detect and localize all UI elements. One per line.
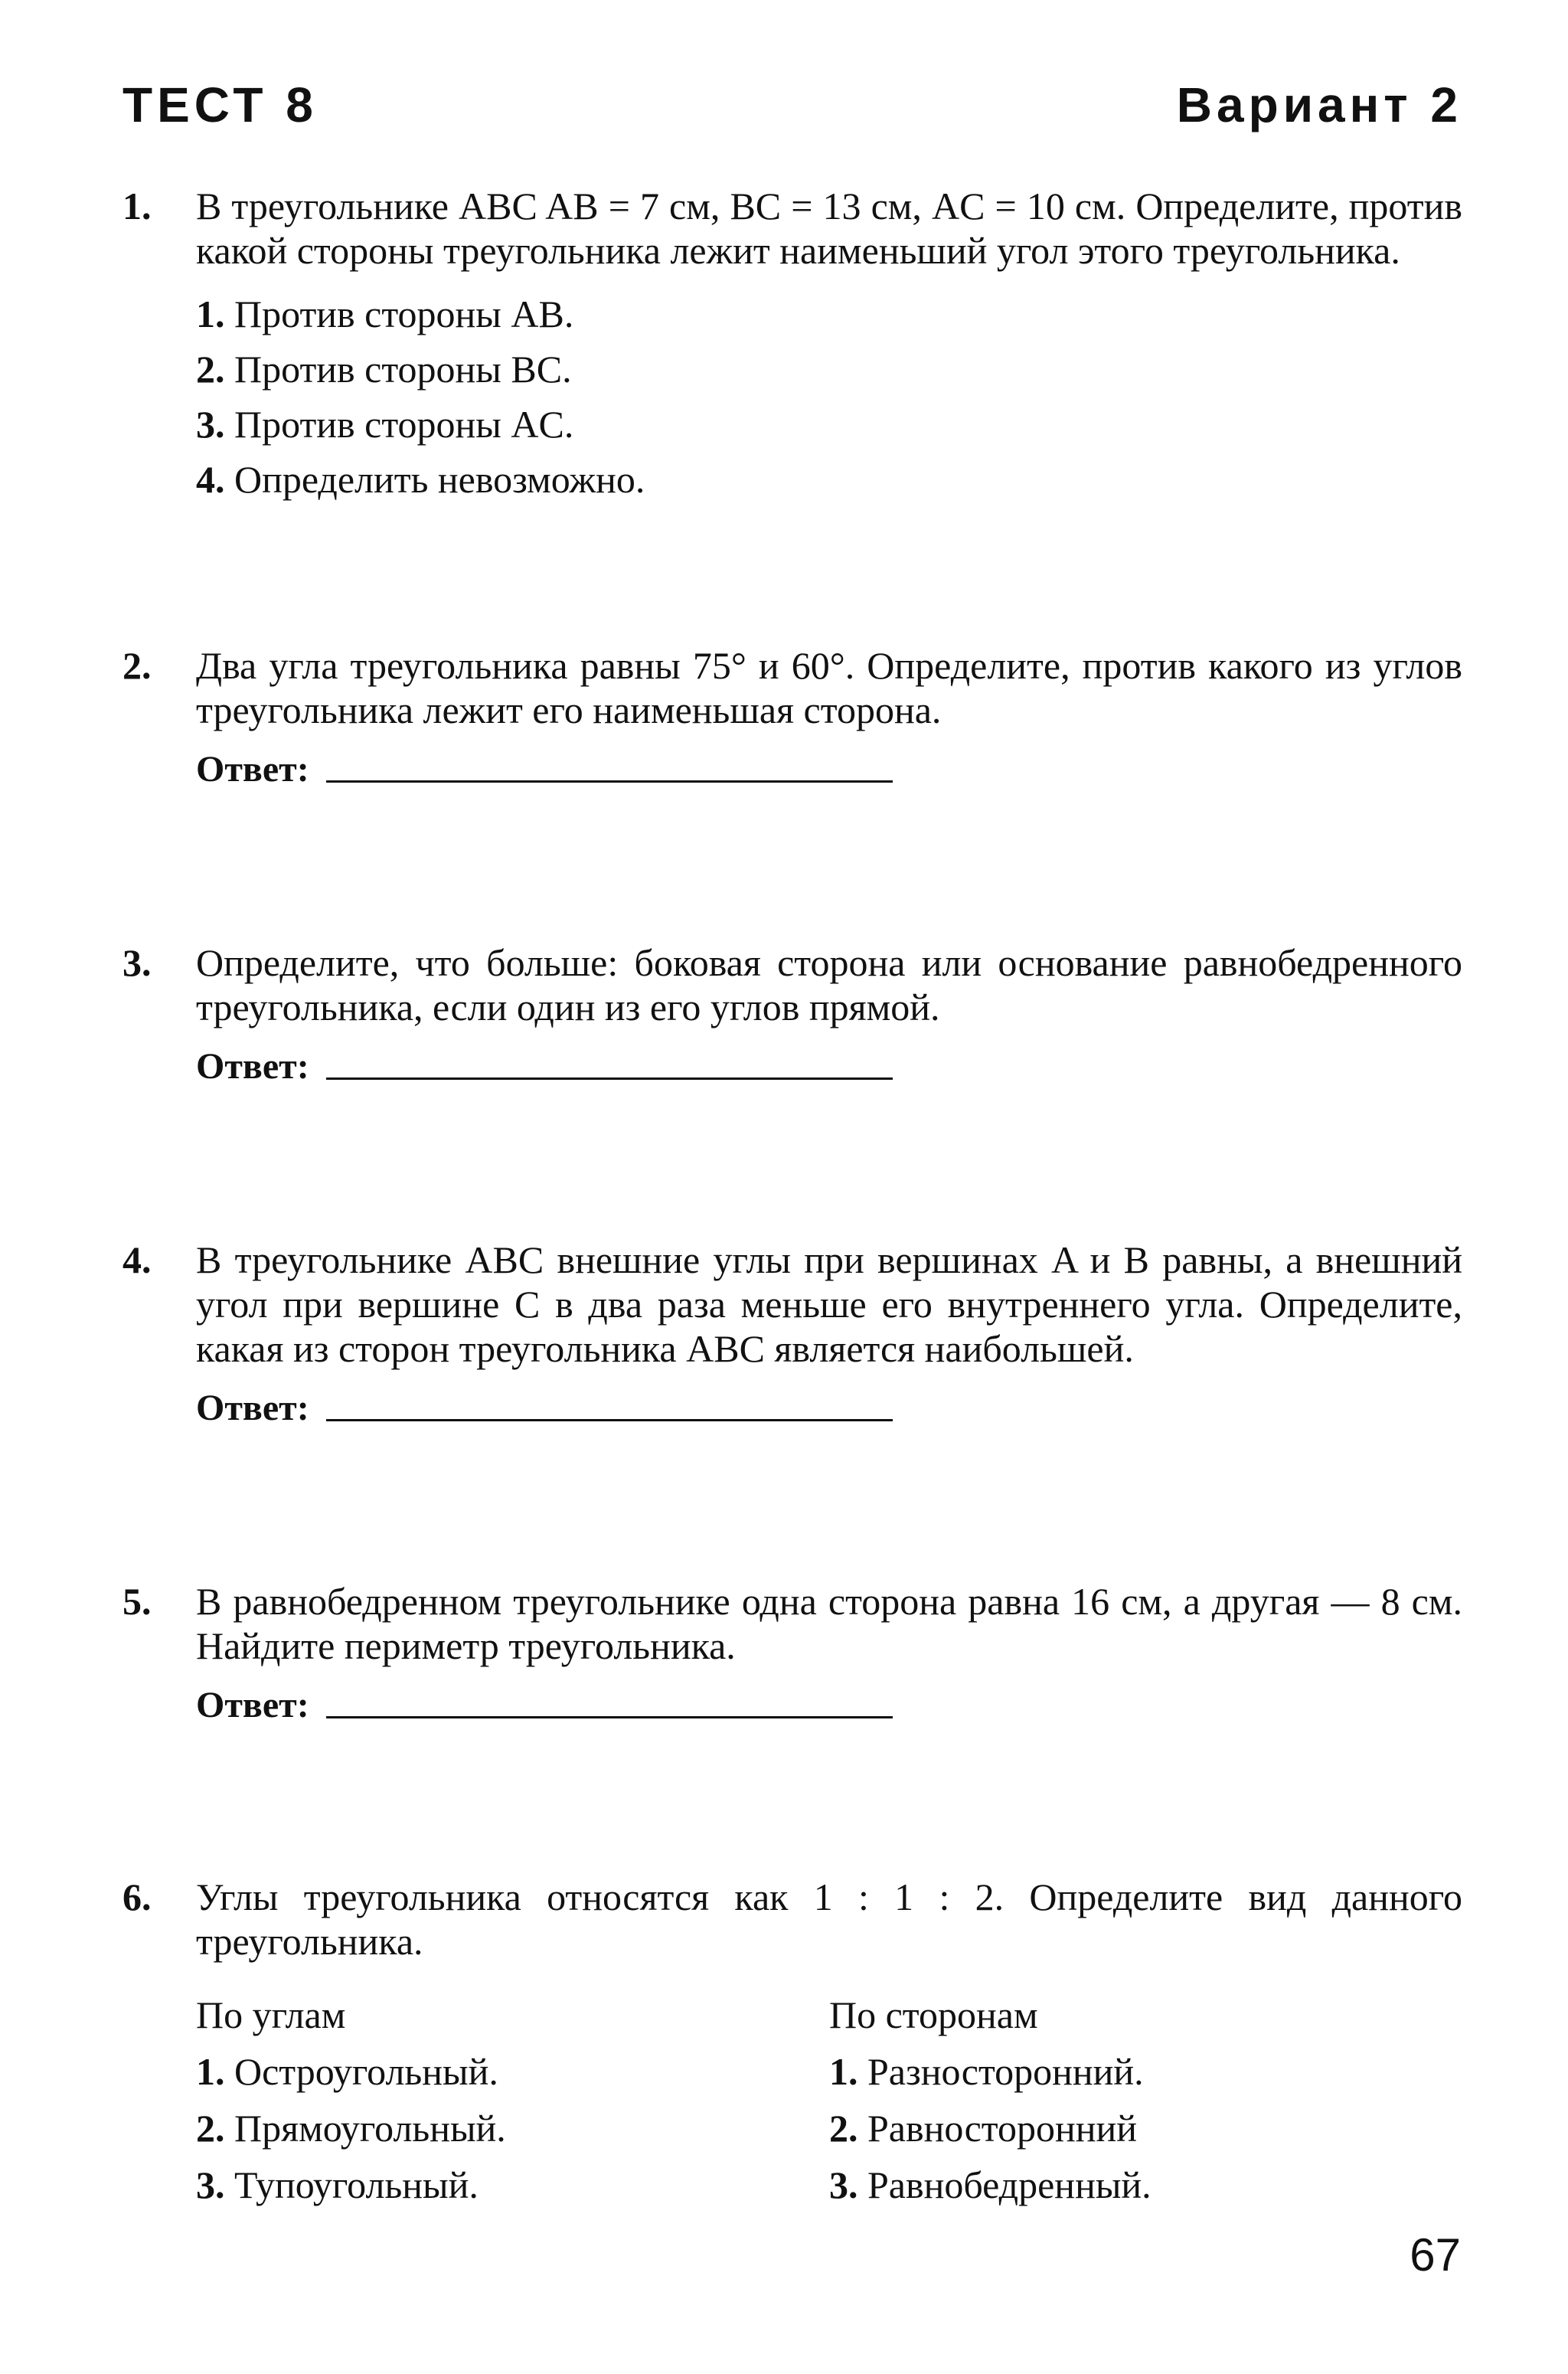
page-header [122, 77, 1462, 146]
question-4 [122, 1238, 1462, 1431]
option-number: 4. [196, 458, 225, 501]
item-number: 2. [196, 2107, 225, 2150]
option-text: Против стороны BC. [234, 348, 572, 391]
answer-label: Ответ: [196, 1388, 309, 1428]
answer-label: Ответ: [196, 1685, 309, 1725]
item-number: 1. [196, 2050, 225, 2093]
option-text: Определить невозможно. [234, 458, 645, 501]
column-by-sides [829, 1987, 1462, 2213]
list-item [196, 2157, 829, 2213]
option-number: 3. [196, 403, 225, 446]
question-text: В равнобедренном треугольнике одна сторона равна 16 см, а другая — 8 см. Найдите периметр треугольника. [196, 1580, 1462, 1667]
variant-title: Вариант 2 [1176, 77, 1462, 132]
option-number: 2. [196, 348, 225, 391]
answer-field[interactable] [326, 1716, 893, 1718]
question-3 [122, 940, 1462, 1089]
column-heading: По сторонам [829, 1993, 1038, 2036]
option-number: 1. [196, 293, 225, 335]
question-number: 5. [122, 1580, 152, 1623]
item-number: 2. [829, 2107, 858, 2150]
item-text: Прямоугольный. [234, 2107, 506, 2150]
item-number: 1. [829, 2050, 858, 2093]
question-text: Углы треугольника относятся как 1 : 1 : 2. Определите вид данного треугольника. [196, 1875, 1462, 1963]
answer-row [196, 1386, 1462, 1431]
question-number: 4. [122, 1238, 152, 1281]
question-5 [122, 1579, 1462, 1728]
page-number: 67 [1410, 2229, 1461, 2281]
question-6 [122, 1875, 1462, 2213]
answer-field[interactable] [326, 1077, 893, 1080]
question-number: 2. [122, 644, 152, 687]
question-number: 3. [122, 941, 152, 984]
question-text: Два угла треугольника равны 75° и 60°. Определите, против какого из углов треугольника лежит его наименьшая сторона. [196, 644, 1462, 731]
column-by-angles [196, 1987, 829, 2213]
option [196, 286, 1462, 342]
answer-field[interactable] [326, 780, 893, 783]
option [196, 397, 1462, 452]
item-text: Разносторонний. [867, 2050, 1144, 2093]
classification-columns [196, 1987, 1462, 2213]
answer-row [196, 747, 1462, 792]
question-text: В треугольнике ABC внешние углы при вершинах A и B равны, а внешний угол при вершине C в два раза меньше его внутреннего угла. Определите, какая из сторон треугольника ABC является наибольшей. [196, 1238, 1462, 1370]
question-2 [122, 643, 1462, 792]
item-number: 3. [829, 2163, 858, 2206]
test-title: ТЕСТ 8 [122, 77, 318, 132]
answer-field[interactable] [326, 1419, 893, 1421]
question-number: 1. [122, 185, 152, 227]
question-text: Определите, что больше: боковая сторона или основание равнобедренного треугольника, если один из его углов прямой. [196, 941, 1462, 1028]
list-item [829, 2043, 1462, 2100]
answer-label: Ответ: [196, 1046, 309, 1087]
item-text: Тупоугольный. [234, 2163, 479, 2206]
answer-label: Ответ: [196, 749, 309, 790]
option-text: Против стороны AB. [234, 293, 574, 335]
answer-row [196, 1683, 1462, 1728]
item-text: Равносторонний [867, 2107, 1138, 2150]
item-text: Равнобедренный. [867, 2163, 1152, 2206]
question-text: В треугольнике ABC AB = 7 см, BC = 13 см, AC = 10 см. Определите, против какой стороны треугольника лежит наименьший угол этого треугольника. [196, 185, 1462, 272]
list-item [196, 2100, 829, 2157]
list-item [196, 2043, 829, 2100]
answer-row [196, 1045, 1462, 1089]
option [196, 342, 1462, 397]
column-heading: По углам [196, 1993, 346, 2036]
item-text: Остроугольный. [234, 2050, 498, 2093]
item-number: 3. [196, 2163, 225, 2206]
option [196, 452, 1462, 507]
question-1 [122, 184, 1462, 507]
list-item [829, 2157, 1462, 2213]
list-item [829, 2100, 1462, 2157]
question-number: 6. [122, 1875, 152, 1918]
option-text: Против стороны AC. [234, 403, 574, 446]
